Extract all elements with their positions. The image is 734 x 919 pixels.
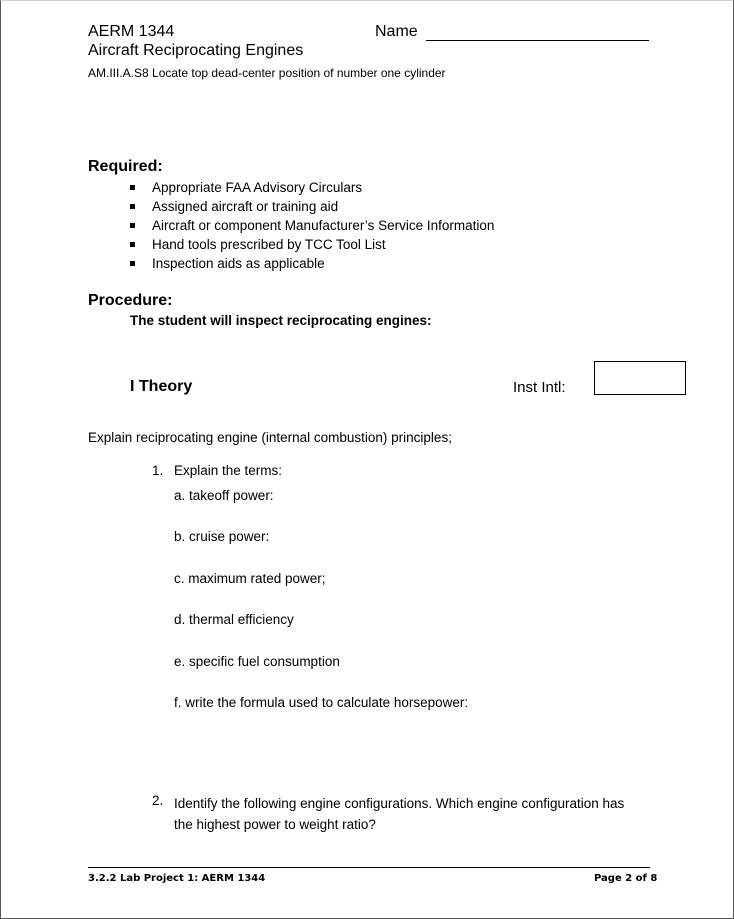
required-list (130, 178, 494, 273)
subquestion-item: e. specific fuel consumption (174, 654, 340, 669)
footer-project-label: 3.2.2 Lab Project 1: AERM 1344 (88, 873, 266, 884)
list-item (130, 254, 494, 273)
procedure-intro: The student will inspect reciprocating engines: (130, 313, 432, 328)
footer-divider (88, 867, 650, 868)
course-title: Aircraft Reciprocating Engines (88, 42, 304, 59)
bullet-icon (130, 261, 135, 266)
name-field-line[interactable] (426, 40, 649, 41)
objective-line: AM.III.A.S8 Locate top dead-center position of number one cylinder (88, 66, 446, 80)
required-item-label: Appropriate FAA Advisory Circulars (152, 180, 363, 195)
required-item-label: Hand tools prescribed by TCC Tool List (152, 237, 386, 252)
subquestion-item: a. takeoff power: (174, 488, 274, 503)
page-number: Page 2 of 8 (594, 873, 658, 884)
subquestion-item: b. cruise power: (174, 529, 270, 544)
bullet-icon (130, 185, 135, 190)
question-text: Explain the terms: (174, 463, 283, 478)
required-item-label: Inspection aids as applicable (152, 256, 325, 271)
inst-initials-box[interactable] (594, 361, 686, 395)
question-number: 1. (152, 463, 164, 478)
bullet-icon (130, 242, 135, 247)
required-heading: Required: (88, 158, 163, 175)
list-item (130, 235, 494, 254)
subquestion-item: d. thermal efficiency (174, 612, 294, 627)
list-item (130, 216, 494, 235)
theory-heading: I Theory (130, 378, 193, 395)
procedure-heading: Procedure: (88, 292, 173, 309)
bullet-icon (130, 204, 135, 209)
subquestion-item: f. write the formula used to calculate horsepower: (174, 695, 469, 710)
course-code: AERM 1344 (88, 23, 175, 40)
name-label: Name (375, 23, 418, 40)
list-item (130, 178, 494, 197)
bullet-icon (130, 223, 135, 228)
inst-initials-label: Inst Intl: (513, 379, 566, 396)
subquestion-item: c. maximum rated power; (174, 571, 326, 586)
list-item (130, 197, 494, 216)
question-text: Identify the following engine configurations. Which engine configuration has the highest power to weight ratio? (174, 796, 625, 832)
question-number: 2. (152, 793, 164, 808)
explain-prompt: Explain reciprocating engine (internal combustion) principles; (88, 430, 452, 445)
required-item-label: Assigned aircraft or training aid (152, 199, 339, 214)
required-item-label: Aircraft or component Manufacturer’s Service Information (152, 218, 495, 233)
